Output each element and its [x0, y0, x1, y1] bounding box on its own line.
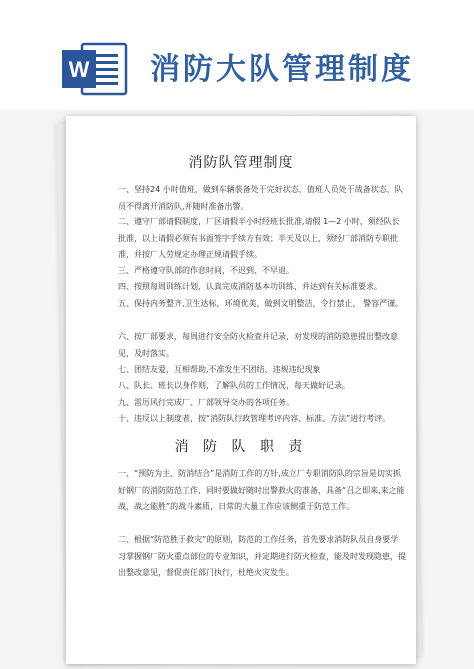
document-page	[66, 116, 416, 664]
rule-10: 十、违反以上制度者，按“消防队行政管理考评内容、标准、方法”进行考评。	[118, 414, 391, 423]
banner-title: 消防大队管理制度	[150, 52, 414, 87]
rule-5: 五、保持内务整齐,卫生达标，环境优美，做到文明整洁，令行禁止， 警容严谨。	[118, 299, 404, 308]
rule-8: 八、队长、班长以身作则，了解队员的工作情况，每天做好记录。	[118, 381, 350, 390]
word-document-icon	[60, 42, 128, 96]
rule-3: 三、严格遵守队部的作息时间，不迟到、不早退。	[118, 266, 294, 275]
document-title: 消防队管理制度	[188, 155, 294, 171]
rule-2: 二、遵守厂部请假制度，厂区请假半小时经班长批准,请假 1—2 小时，须经队长批准，以上请假必须有书面签字手续方有效；半天及以上，须经厂部消防专职批准，并按厂人劳规定办理正规请假手续。	[118, 217, 400, 259]
banner	[0, 0, 474, 110]
rule-1: 一、坚持24 小时值班，做到车辆装备处于完好状态，值班人员处于战备状态，队员不得离开消防队,并随时准备出警。	[118, 185, 403, 211]
rule-4: 四、按照每周训练计划，认真完成消防基本功训练，并达到有关标准要求。	[118, 282, 382, 291]
duty-2: 二、根据“防范胜于救灾”的原则，防范的工作任务，首先要求消防队员自身要学习掌握钢厂防火重点部位的专业知识，并定期进行防火检查，能及时发现隐患，提出整改意见，督促责任部门执行，杜绝火灾发生。	[118, 535, 406, 577]
rule-7: 七、团结友爱，互相帮助,不准发生不团结、违规违纪现象	[118, 365, 321, 374]
duty-1: 一、“预防为主、防消结合”是消防工作的方针,成立厂专职消防队的宗旨是切实抓好钢厂的消防防范工作，同时要做好随时出警救火的准备，具备“召之即来,来之能战，战之能胜”的战斗素质，日常的大量工作应该侧重于防范工作。	[118, 469, 405, 511]
rule-6: 六、按厂部要求，每周进行安全防火检查并记录，对发现的消防隐患提出整改意见，及时落实。	[118, 332, 398, 358]
rule-9: 九、雷厉风行完成厂、厂部领导交办的各项任务。	[118, 398, 294, 407]
svg-text:W: W	[68, 57, 90, 82]
duty-title: 消 防 队 职 责	[174, 439, 308, 455]
